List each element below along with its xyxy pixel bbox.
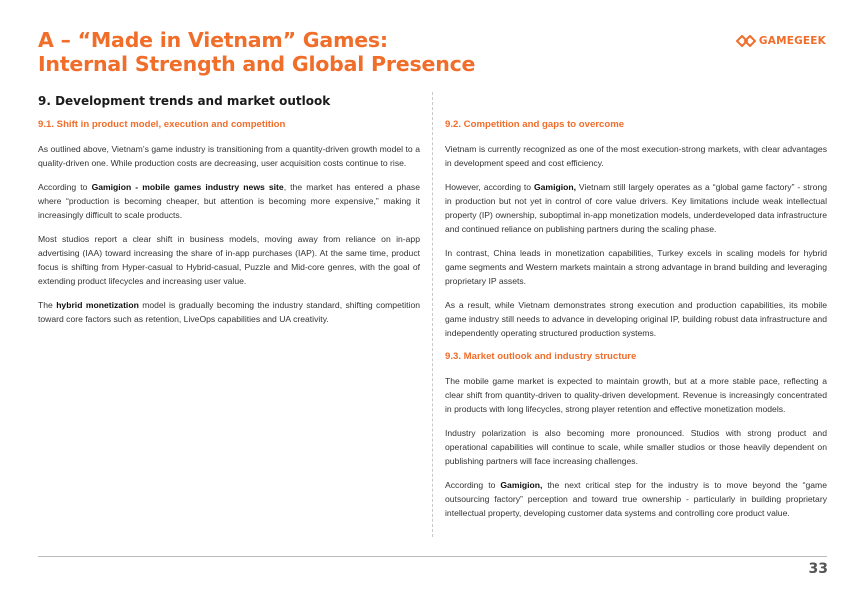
paragraph-text: The [38, 300, 57, 310]
paragraph-text: Vietnam still largely operates as a “global game factory” - strong in production but not yet in control of core value drivers. Key limitations include weak intellectual property (IP) ownership, suboptimal in-app monetization models, underdeveloped data infrastructure and continued reliance on publishing partners during the scaling phase. [445, 182, 828, 234]
gamegeek-logo-text: GAMEGEEK [758, 35, 826, 47]
source-name: Gamigion - mobile games industry news site [91, 182, 284, 192]
gamegeek-logo-icon [736, 35, 756, 47]
page-number: 33 [808, 561, 828, 577]
paragraph-text: , the market has entered a phase where “production is becoming cheaper, but attention is becoming more expensive,” making it increasingly difficult to scale products. [38, 182, 420, 220]
paragraph [445, 180, 827, 236]
page-title-line-1: A – “Made in Vietnam” Games: [38, 28, 388, 52]
paragraph [445, 478, 827, 520]
paragraph: As a result, while Vietnam demonstrates strong execution and production capabilities, its mobile game industry still needs to advance in developing original IP, building robust data infrastructure and independently operating structured production systems. [445, 300, 827, 338]
gamegeek-logo [736, 35, 826, 47]
subsection-heading-9-2: 9.2. Competition and gaps to overcome [445, 119, 625, 130]
paragraph: As outlined above, Vietnam’s game industry is transitioning from a quantity-driven growth model to a quality-driven one. While production costs are decreasing, user acquisition costs continue to rise. [38, 144, 420, 168]
paragraph: In contrast, China leads in monetization capabilities, Turkey excels in scaling models for hybrid game segments and Western markets maintain a strong advantage in brand building and leveraging proprietary IP assets. [445, 248, 827, 286]
paragraph-text: According to [445, 480, 501, 490]
paragraph-text: According to [38, 182, 92, 192]
page-title-line-2: Internal Strength and Global Presence [38, 52, 476, 76]
page-title [38, 28, 475, 76]
right-column [445, 118, 827, 530]
paragraph: Most studios report a clear shift in business models, moving away from reliance on in-app advertising (IAA) toward increasing the share of in-app purchases (IAP). At the same time, product focus is shifting from Hyper-casual to Hybrid-casual, Puzzle and Mid-core genres, with the goal of extending product lifecycles and increasing user value. [38, 234, 420, 286]
section-title: 9. Development trends and market outlook [38, 94, 331, 108]
column-divider [432, 92, 433, 537]
left-column [38, 118, 420, 336]
footer-rule [38, 556, 827, 557]
paragraph-text: However, according to [445, 182, 534, 192]
paragraph [38, 180, 420, 222]
subsection-heading-9-3: 9.3. Market outlook and industry structure [445, 351, 637, 362]
emphasis-term: hybrid monetization [56, 300, 139, 310]
paragraph [38, 298, 420, 326]
paragraph-text: the next critical step for the industry is to move beyond the “game outsourcing factory” perception and toward true ownership - particularly in building proprietary intellectual property, developing customer data systems and controlling core product value. [445, 480, 827, 518]
paragraph: Vietnam is currently recognized as one of the most execution-strong markets, with clear advantages in development speed and cost efficiency. [445, 144, 827, 168]
paragraph-text: model is gradually becoming the industry standard, shifting competition toward core factors such as retention, LiveOps capabilities and UA creativity. [38, 300, 421, 324]
paragraph: Industry polarization is also becoming more pronounced. Studios with strong product and operational capabilities will continue to scale, while smaller studios or those heavily dependent on publishing partners will face increasing challenges. [445, 428, 827, 466]
subsection-heading-9-1: 9.1. Shift in product model, execution and competition [38, 119, 286, 130]
source-name: Gamigion, [500, 480, 543, 490]
paragraph: The mobile game market is expected to maintain growth, but at a more stable pace, reflecting a clear shift from quantity-driven to quality-driven development. Revenue is increasingly concentrated in products with long lifecycles, strong player retention and effective monetization models. [445, 376, 827, 414]
source-name: Gamigion, [533, 182, 576, 192]
